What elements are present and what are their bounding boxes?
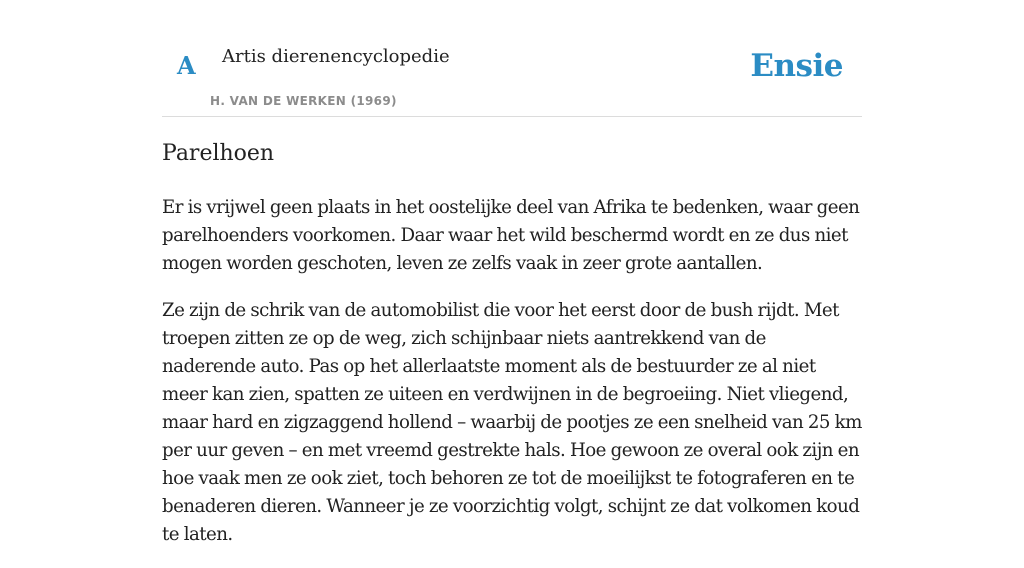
source-header — [162, 0, 862, 117]
book-author: H. VAN DE WERKEN (1969) — [210, 94, 397, 108]
article-paragraph: Ze zijn de schrik van de automobilist die voor het eerst door de bush rijdt. Met troepen zitten ze op de weg, zich schijnbaar niets aantrekkend van de naderende auto. Pas op het allerlaatste moment als de bestuurder ze al niet meer kan zien, spatten ze uiteen en verdwijnen in de begroeiing. Niet vliegend, maar hard en zigzaggend hollend – waarbij de pootjes ze een snelheid van 25 km per uur geven – en met vreemd gestrekte hals. Hoe gewoon ze overal ook zijn en hoe vaak men ze ook ziet, toch behoren ze tot de moeilijkst te fotograferen en te benaderen dieren. Wanneer je ze voorzichtig volgt, schijnt ze dat volkomen koud te laten. — [162, 300, 862, 545]
book-logo[interactable]: A — [177, 51, 196, 80]
book-title[interactable]: Artis dierenencyclopedie — [222, 46, 450, 67]
article — [162, 138, 862, 568]
article-paragraph: Er is vrijwel geen plaats in het oostelijke deel van Afrika te bedenken, waar geen parelhoenders voorkomen. Daar waar het wild beschermd wordt en ze dus niet mogen worden geschoten, leven ze zelfs vaak in zeer grote aantallen. — [162, 197, 860, 274]
article-title: Parelhoen — [162, 141, 275, 166]
brand-logo[interactable]: Ensie — [750, 48, 843, 84]
